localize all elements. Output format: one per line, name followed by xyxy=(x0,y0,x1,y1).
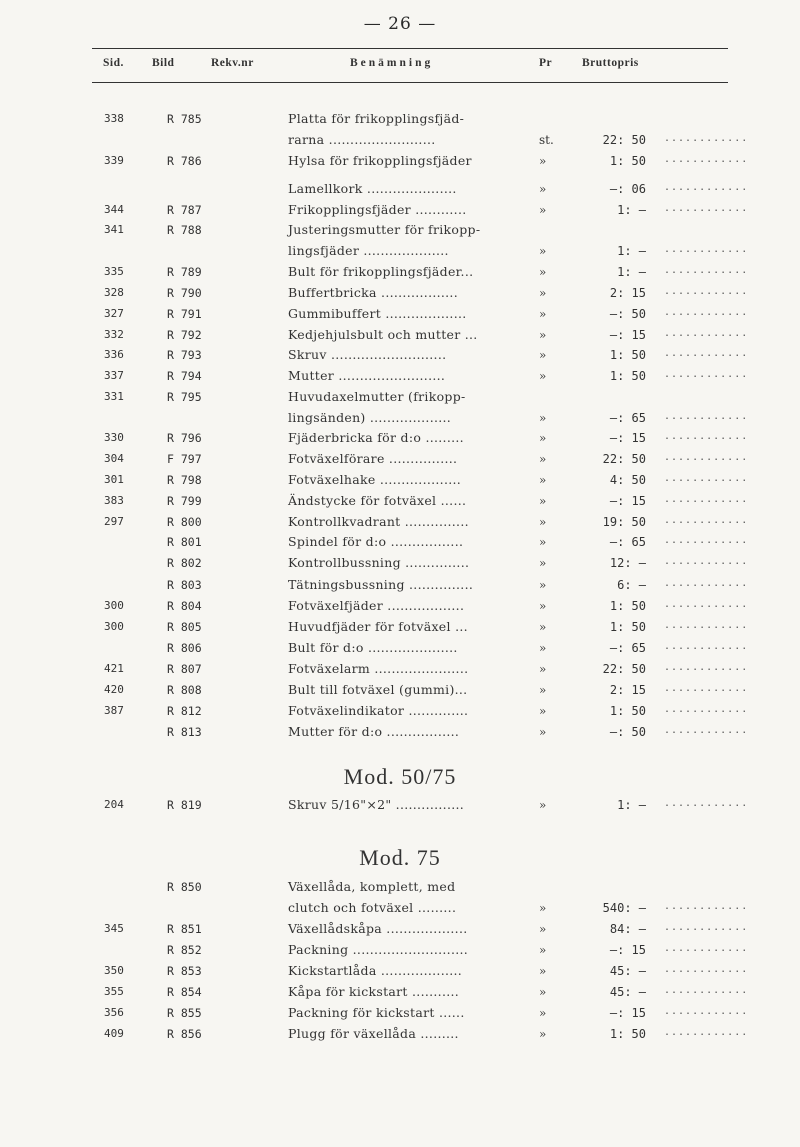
unit-cell: » xyxy=(539,964,547,978)
unit-cell: » xyxy=(539,286,547,300)
price-cell: —: 50 xyxy=(609,307,646,321)
dot-leader: ............ xyxy=(664,683,749,694)
benamning-cell: Lamellkork ..................... xyxy=(288,181,457,196)
benamning-cell: Fjäderbricka för d:o ......... xyxy=(288,430,464,445)
unit-cell: » xyxy=(539,452,547,466)
price-cell: 6: — xyxy=(617,578,646,592)
sid-cell: 330 xyxy=(104,431,124,444)
dot-leader: ............ xyxy=(664,943,749,954)
rekv-cell: R 798 xyxy=(167,473,202,487)
rekv-cell: R 855 xyxy=(167,1006,202,1020)
sid-cell: 331 xyxy=(104,390,124,403)
unit-cell: » xyxy=(539,556,547,570)
dot-leader: ............ xyxy=(664,265,749,276)
dot-leader: ............ xyxy=(664,244,749,255)
sid-cell: 300 xyxy=(104,620,124,633)
price-cell: 1: 50 xyxy=(609,154,646,168)
price-cell: 1: 50 xyxy=(609,599,646,613)
rekv-cell: R 850 xyxy=(167,880,202,894)
dot-leader: ............ xyxy=(664,328,749,339)
sid-cell: 300 xyxy=(104,599,124,612)
price-cell: 1: — xyxy=(617,265,646,279)
dot-leader: ............ xyxy=(664,985,749,996)
benamning-continuation: lingsfjäder .................... xyxy=(288,243,449,258)
table-row xyxy=(0,879,800,919)
benamning-continuation: clutch och fotväxel ......... xyxy=(288,900,457,915)
benamning-cell: Kontrollkvadrant ............... xyxy=(288,514,469,529)
sid-cell: 383 xyxy=(104,494,124,507)
column-header-rekv: Rekv.nr xyxy=(211,57,254,69)
sid-cell: 344 xyxy=(104,203,124,216)
benamning-cell: Skruv 5/16"×2" ................ xyxy=(288,797,465,812)
dot-leader: ............ xyxy=(664,556,749,567)
sid-cell: 339 xyxy=(104,154,124,167)
benamning-cell: Packning för kickstart ...... xyxy=(288,1005,465,1020)
column-header-sid: Sid. xyxy=(103,57,124,69)
sid-cell: 350 xyxy=(104,964,124,977)
dot-leader: ............ xyxy=(664,578,749,589)
dot-leader: ............ xyxy=(664,662,749,673)
dot-leader: ............ xyxy=(664,494,749,505)
rekv-cell: R 813 xyxy=(167,725,202,739)
column-header-bruttopris: Bruttopris xyxy=(582,57,639,69)
unit-cell: » xyxy=(539,431,547,445)
sid-cell: 387 xyxy=(104,704,124,717)
rekv-cell: F 797 xyxy=(167,452,202,466)
benamning-cell: Ändstycke för fotväxel ...... xyxy=(288,493,467,508)
unit-cell: » xyxy=(539,494,547,508)
section-title-mod-50-75: Mod. 50/75 xyxy=(343,764,457,789)
dot-leader: ............ xyxy=(664,901,749,912)
price-cell: 12: — xyxy=(609,556,646,570)
sid-cell: 327 xyxy=(104,307,124,320)
price-cell: 1: 50 xyxy=(609,348,646,362)
dot-leader: ............ xyxy=(664,369,749,380)
price-cell: 1: 50 xyxy=(609,704,646,718)
rekv-cell: R 804 xyxy=(167,599,202,613)
unit-cell: » xyxy=(539,182,547,196)
unit-cell: » xyxy=(539,154,547,168)
dot-leader: ............ xyxy=(664,725,749,736)
rekv-cell: R 791 xyxy=(167,307,202,321)
dot-leader: ............ xyxy=(664,154,749,165)
unit-cell: » xyxy=(539,369,547,383)
sid-cell: 332 xyxy=(104,328,124,341)
dot-leader: ............ xyxy=(664,286,749,297)
table-row xyxy=(0,1026,800,1066)
benamning-cell: Gummibuffert ................... xyxy=(288,306,467,321)
rekv-cell: R 794 xyxy=(167,369,202,383)
price-cell: —: 65 xyxy=(609,535,646,549)
unit-cell: » xyxy=(539,725,547,739)
price-cell: 540: — xyxy=(602,901,646,915)
dot-leader: ............ xyxy=(664,964,749,975)
benamning-cell: Bult för frikopplingsfjäder... xyxy=(288,264,474,279)
rekv-cell: R 802 xyxy=(167,556,202,570)
unit-cell: » xyxy=(539,515,547,529)
price-cell: 2: 15 xyxy=(609,286,646,300)
benamning-cell: Växellåda, komplett, med xyxy=(288,879,456,894)
benamning-continuation: rarna ......................... xyxy=(288,132,436,147)
benamning-cell: Bult för d:o ..................... xyxy=(288,640,458,655)
sid-cell: 421 xyxy=(104,662,124,675)
rekv-cell: R 803 xyxy=(167,578,202,592)
benamning-cell: Kedjehjulsbult och mutter ... xyxy=(288,327,478,342)
rekv-cell: R 788 xyxy=(167,223,202,237)
benamning-cell: Justeringsmutter för frikopp- xyxy=(288,222,481,237)
unit-cell: st. xyxy=(539,133,554,147)
table-row xyxy=(0,724,800,764)
benamning-cell: Växellådskåpa ................... xyxy=(288,921,468,936)
dot-leader: ............ xyxy=(664,641,749,652)
dot-leader: ............ xyxy=(664,182,749,193)
unit-cell: » xyxy=(539,683,547,697)
unit-cell: » xyxy=(539,473,547,487)
benamning-cell: Fotväxelarm ...................... xyxy=(288,661,469,676)
dot-leader: ............ xyxy=(664,535,749,546)
dot-leader: ............ xyxy=(664,431,749,442)
sid-cell: 341 xyxy=(104,223,124,236)
price-cell: 1: — xyxy=(617,203,646,217)
benamning-cell: Huvudfjäder för fotväxel ... xyxy=(288,619,468,634)
section-title-mod-75: Mod. 75 xyxy=(359,845,441,870)
price-cell: —: 15 xyxy=(609,943,646,957)
dot-leader: ............ xyxy=(664,411,749,422)
price-cell: 22: 50 xyxy=(602,662,646,676)
unit-cell: » xyxy=(539,1027,547,1041)
price-cell: 22: 50 xyxy=(602,133,646,147)
sid-cell: 301 xyxy=(104,473,124,486)
unit-cell: » xyxy=(539,943,547,957)
dot-leader: ............ xyxy=(664,133,749,144)
price-cell: 45: — xyxy=(609,964,646,978)
benamning-cell: Huvudaxelmutter (frikopp- xyxy=(288,389,466,404)
price-cell: 2: 15 xyxy=(609,683,646,697)
benamning-cell: Kåpa för kickstart ........... xyxy=(288,984,460,999)
rekv-cell: R 852 xyxy=(167,943,202,957)
sid-cell: 337 xyxy=(104,369,124,382)
price-cell: —: 15 xyxy=(609,494,646,508)
rekv-cell: R 801 xyxy=(167,535,202,549)
rekv-cell: R 799 xyxy=(167,494,202,508)
rekv-cell: R 785 xyxy=(167,112,202,126)
sid-cell: 328 xyxy=(104,286,124,299)
rekv-cell: R 819 xyxy=(167,798,202,812)
sid-cell: 336 xyxy=(104,348,124,361)
price-cell: 22: 50 xyxy=(602,452,646,466)
table-row xyxy=(0,389,800,429)
dot-leader: ............ xyxy=(664,348,749,359)
rekv-cell: R 792 xyxy=(167,328,202,342)
sid-cell: 335 xyxy=(104,265,124,278)
sid-cell: 345 xyxy=(104,922,124,935)
rekv-cell: R 787 xyxy=(167,203,202,217)
rekv-cell: R 856 xyxy=(167,1027,202,1041)
rekv-cell: R 806 xyxy=(167,641,202,655)
price-cell: 1: — xyxy=(617,798,646,812)
sid-cell: 356 xyxy=(104,1006,124,1019)
unit-cell: » xyxy=(539,1006,547,1020)
price-cell: 1: 50 xyxy=(609,369,646,383)
rekv-cell: R 786 xyxy=(167,154,202,168)
column-header-benamning: Benämning xyxy=(350,57,434,69)
benamning-cell: Skruv ........................... xyxy=(288,347,447,362)
table-row xyxy=(0,222,800,262)
dot-leader: ............ xyxy=(664,1027,749,1038)
sid-cell: 338 xyxy=(104,112,124,125)
price-cell: —: 15 xyxy=(609,328,646,342)
unit-cell: » xyxy=(539,704,547,718)
benamning-continuation: lingsänden) ................... xyxy=(288,410,452,425)
dot-leader: ............ xyxy=(664,1006,749,1017)
unit-cell: » xyxy=(539,662,547,676)
unit-cell: » xyxy=(539,620,547,634)
unit-cell: » xyxy=(539,985,547,999)
unit-cell: » xyxy=(539,798,547,812)
price-cell: —: 15 xyxy=(609,1006,646,1020)
sid-cell: 409 xyxy=(104,1027,124,1040)
dot-leader: ............ xyxy=(664,473,749,484)
rekv-cell: R 796 xyxy=(167,431,202,445)
column-header-pr: Pr xyxy=(539,57,553,69)
rekv-cell: R 790 xyxy=(167,286,202,300)
benamning-cell: Platta för frikopplingsfjäd- xyxy=(288,111,465,126)
benamning-cell: Hylsa för frikopplingsfjäder xyxy=(288,153,472,168)
price-cell: —: 65 xyxy=(609,411,646,425)
rekv-cell: R 853 xyxy=(167,964,202,978)
benamning-cell: Kickstartlåda ................... xyxy=(288,963,463,978)
dot-leader: ............ xyxy=(664,922,749,933)
rekv-cell: R 808 xyxy=(167,683,202,697)
unit-cell: » xyxy=(539,922,547,936)
rekv-cell: R 812 xyxy=(167,704,202,718)
benamning-cell: Mutter ......................... xyxy=(288,368,446,383)
dot-leader: ............ xyxy=(664,704,749,715)
rekv-cell: R 807 xyxy=(167,662,202,676)
dot-leader: ............ xyxy=(664,452,749,463)
benamning-cell: Buffertbricka .................. xyxy=(288,285,458,300)
benamning-cell: Mutter för d:o ................. xyxy=(288,724,460,739)
benamning-cell: Bult till fotväxel (gummi)... xyxy=(288,682,468,697)
unit-cell: » xyxy=(539,203,547,217)
unit-cell: » xyxy=(539,411,547,425)
dot-leader: ............ xyxy=(664,620,749,631)
benamning-cell: Fotväxelfjäder .................. xyxy=(288,598,465,613)
column-header-bild: Bild xyxy=(152,57,175,69)
table-row xyxy=(0,111,800,151)
price-cell: 1: 50 xyxy=(609,1027,646,1041)
rekv-cell: R 795 xyxy=(167,390,202,404)
unit-cell: » xyxy=(539,307,547,321)
price-cell: —: 06 xyxy=(609,182,646,196)
dot-leader: ............ xyxy=(664,599,749,610)
unit-cell: » xyxy=(539,244,547,258)
benamning-cell: Fotväxelhake ................... xyxy=(288,472,462,487)
price-cell: 1: 50 xyxy=(609,620,646,634)
rekv-cell: R 851 xyxy=(167,922,202,936)
page-number: — 26 — xyxy=(363,14,437,34)
rekv-cell: R 805 xyxy=(167,620,202,634)
benamning-cell: Tätningsbussning ............... xyxy=(288,577,474,592)
rekv-cell: R 800 xyxy=(167,515,202,529)
rekv-cell: R 793 xyxy=(167,348,202,362)
unit-cell: » xyxy=(539,599,547,613)
sid-cell: 355 xyxy=(104,985,124,998)
unit-cell: » xyxy=(539,578,547,592)
benamning-cell: Plugg för växellåda ......... xyxy=(288,1026,459,1041)
price-cell: 84: — xyxy=(609,922,646,936)
sid-cell: 420 xyxy=(104,683,124,696)
benamning-cell: Packning ........................... xyxy=(288,942,469,957)
dot-leader: ............ xyxy=(664,798,749,809)
benamning-cell: Frikopplingsfjäder ............ xyxy=(288,202,467,217)
dot-leader: ............ xyxy=(664,203,749,214)
unit-cell: » xyxy=(539,641,547,655)
unit-cell: » xyxy=(539,265,547,279)
sid-cell: 304 xyxy=(104,452,124,465)
price-cell: —: 15 xyxy=(609,431,646,445)
rekv-cell: R 789 xyxy=(167,265,202,279)
unit-cell: » xyxy=(539,328,547,342)
rekv-cell: R 854 xyxy=(167,985,202,999)
benamning-cell: Fotväxelindikator .............. xyxy=(288,703,469,718)
benamning-cell: Kontrollbussning ............... xyxy=(288,555,470,570)
unit-cell: » xyxy=(539,535,547,549)
header-top-rule xyxy=(92,48,728,49)
header-bottom-rule xyxy=(92,82,728,83)
price-cell: —: 50 xyxy=(609,725,646,739)
benamning-cell: Spindel för d:o ................. xyxy=(288,534,464,549)
table-row xyxy=(0,797,800,837)
price-cell: 1: — xyxy=(617,244,646,258)
dot-leader: ............ xyxy=(664,307,749,318)
price-cell: 4: 50 xyxy=(609,473,646,487)
sid-cell: 204 xyxy=(104,798,124,811)
price-cell: 19: 50 xyxy=(602,515,646,529)
price-cell: —: 65 xyxy=(609,641,646,655)
dot-leader: ............ xyxy=(664,515,749,526)
price-cell: 45: — xyxy=(609,985,646,999)
benamning-cell: Fotväxelförare ................ xyxy=(288,451,458,466)
unit-cell: » xyxy=(539,901,547,915)
sid-cell: 297 xyxy=(104,515,124,528)
unit-cell: » xyxy=(539,348,547,362)
